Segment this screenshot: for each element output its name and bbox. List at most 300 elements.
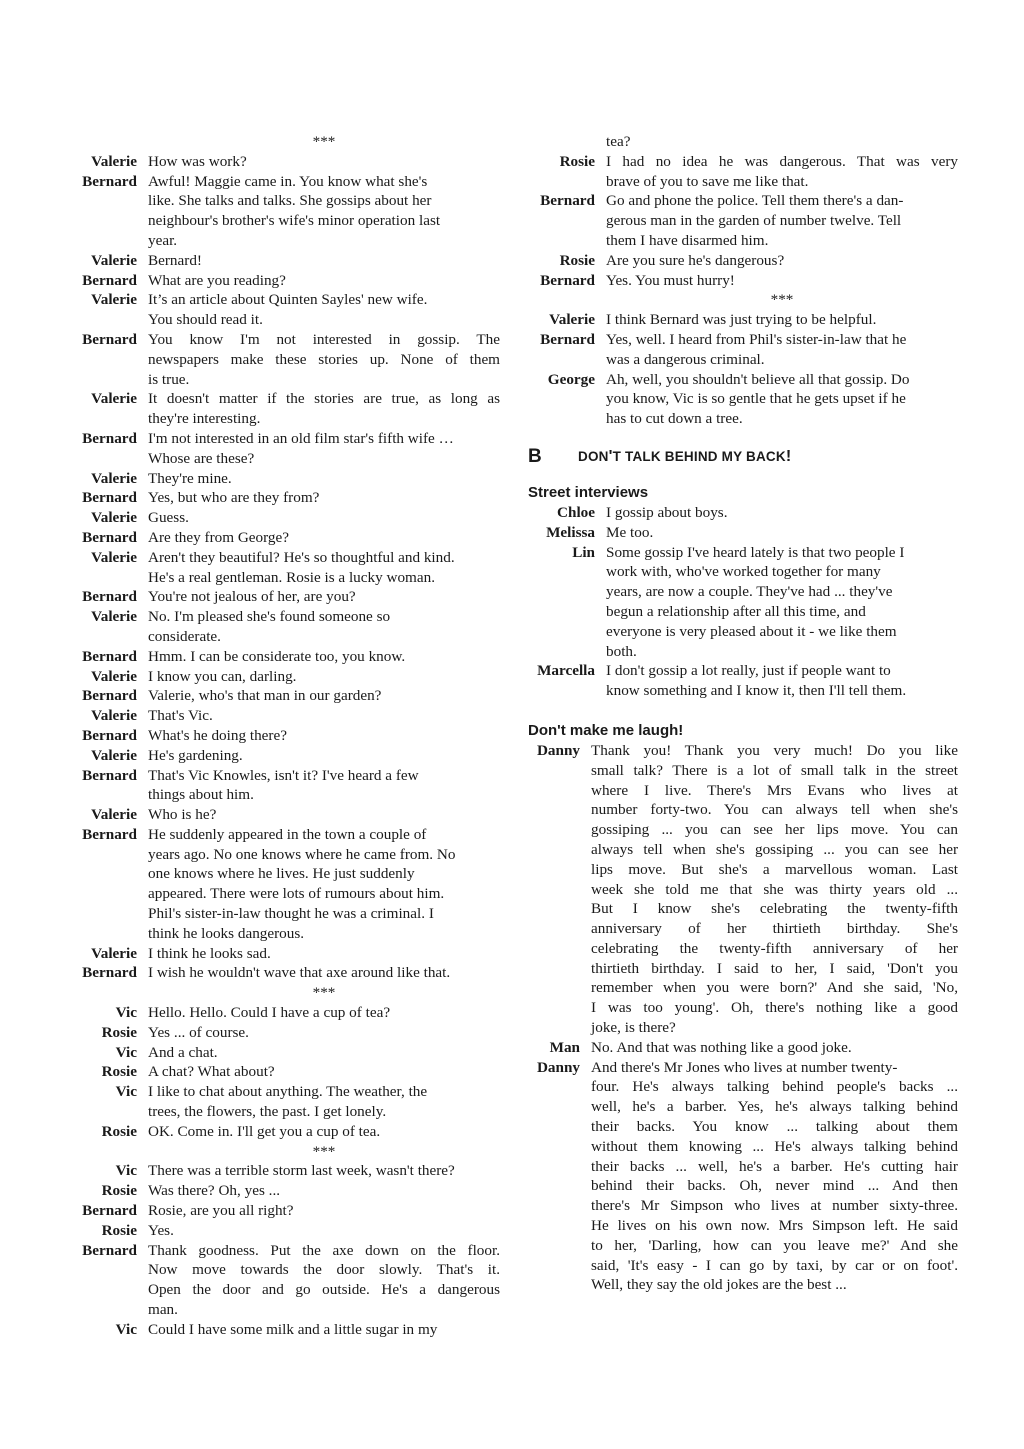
dialogue-text: Yes. bbox=[148, 1221, 174, 1239]
speaker-name: Bernard bbox=[82, 271, 137, 289]
dialogue-line bbox=[60, 370, 500, 390]
speaker-name bbox=[60, 370, 148, 390]
speaker-name: Vic bbox=[115, 1320, 137, 1338]
dialogue-text: Ah, well, you shouldn't believe all that gossip. Do bbox=[606, 370, 910, 388]
dialogue-text: year. bbox=[148, 231, 178, 249]
left-column bbox=[60, 132, 500, 1340]
speaker-name: Vic bbox=[115, 1162, 137, 1180]
speaker-name bbox=[60, 409, 148, 429]
speaker-name bbox=[60, 231, 148, 251]
speaker-name: Bernard bbox=[82, 825, 137, 843]
speaker-name bbox=[528, 389, 606, 409]
speaker-name: Bernard bbox=[82, 330, 137, 348]
dialogue-text: A chat? What about? bbox=[148, 1063, 275, 1081]
dialogue-text: remember when you were born?' And she said, 'No, bbox=[591, 979, 958, 997]
dialogue-line bbox=[528, 1097, 958, 1117]
dialogue-text: Bernard! bbox=[148, 251, 202, 269]
speaker-name: Marcella bbox=[537, 662, 595, 680]
dialogue-text: gossiping ... you can see her lips move. You can bbox=[591, 821, 958, 839]
speaker-name bbox=[60, 350, 148, 370]
dialogue-text: Rosie, are you all right? bbox=[148, 1202, 294, 1220]
speaker-name bbox=[60, 884, 148, 904]
speaker-name bbox=[528, 409, 606, 429]
dialogue-line bbox=[528, 172, 958, 192]
speaker-name bbox=[528, 899, 591, 919]
dialogue-line bbox=[528, 1256, 958, 1276]
dialogue-line bbox=[528, 310, 958, 330]
dialogue-text: where I live. There's Mrs Evans who lives at bbox=[591, 781, 958, 799]
section-letter: B bbox=[528, 446, 542, 468]
speaker-name: Valerie bbox=[91, 469, 137, 487]
speaker-name bbox=[60, 904, 148, 924]
dialogue-line bbox=[528, 959, 958, 979]
speaker-name bbox=[528, 959, 591, 979]
dialogue-line bbox=[60, 568, 500, 588]
dialogue-line bbox=[528, 998, 958, 1018]
speaker-name bbox=[528, 1176, 591, 1196]
speaker-name: Bernard bbox=[82, 489, 137, 507]
dialogue-text: week she told me that she was thirty years old ... bbox=[591, 880, 958, 898]
speaker-name: Rosie bbox=[559, 251, 595, 269]
speaker-name: Bernard bbox=[540, 271, 595, 289]
speaker-name bbox=[528, 919, 591, 939]
dialogue-text: to her, 'Darling, how can you leave me?' And she bbox=[591, 1236, 958, 1254]
dialogue-text: appeared. There were lots of rumours about him. bbox=[148, 885, 445, 903]
speaker-name: Valerie bbox=[91, 806, 137, 824]
dialogue-text: you know, Vic is so gentle that he gets upset if he bbox=[606, 390, 906, 408]
dialogue-line bbox=[60, 1102, 500, 1122]
dialogue-text: there's Mr Simpson who lives at number sixty-three. bbox=[591, 1197, 958, 1215]
speaker-name: Valerie bbox=[91, 608, 137, 626]
speaker-name bbox=[60, 568, 148, 588]
speaker-name bbox=[528, 1117, 591, 1137]
speaker-name: Melissa bbox=[546, 523, 595, 541]
dialogue-text: Aren't they beautiful? He's so thoughtful and kind. bbox=[148, 548, 455, 566]
speaker-name bbox=[60, 785, 148, 805]
scene-break-stars: *** bbox=[770, 291, 794, 309]
speaker-name bbox=[60, 191, 148, 211]
dialogue-text: years ago. No one knows where he came from. No bbox=[148, 845, 456, 863]
speaker-name bbox=[528, 1275, 591, 1295]
speaker-name: Rosie bbox=[101, 1063, 137, 1081]
dialogue-line bbox=[60, 864, 500, 884]
dialogue-line bbox=[528, 1216, 958, 1236]
dialogue-text: Are you sure he's dangerous? bbox=[606, 251, 785, 269]
dialogue-text: everyone is very pleased about it - we like them bbox=[606, 622, 897, 640]
speaker-name bbox=[60, 864, 148, 884]
speaker-name bbox=[528, 1097, 591, 1117]
dialogue-text: I wish he wouldn't wave that axe around like that. bbox=[148, 964, 451, 982]
dialogue-text: I think he looks sad. bbox=[148, 944, 271, 962]
dialogue-line bbox=[528, 978, 958, 998]
dialogue-line bbox=[60, 1082, 500, 1102]
speaker-name: Valerie bbox=[549, 311, 595, 329]
dialogue-text: know something and I know it, then I'll tell them. bbox=[606, 682, 907, 700]
speaker-name: George bbox=[547, 370, 595, 388]
speaker-name: Bernard bbox=[82, 1202, 137, 1220]
dialogue-line bbox=[528, 1117, 958, 1137]
laugh-heading: Don't make me laugh! bbox=[528, 721, 684, 739]
dialogue-text: one knows where he lives. He just suddenly bbox=[148, 865, 415, 883]
speaker-name bbox=[60, 1300, 148, 1320]
speaker-name bbox=[528, 1137, 591, 1157]
speaker-name bbox=[528, 860, 591, 880]
speaker-name: Valerie bbox=[91, 291, 137, 309]
dialogue-text: like. She talks and talks. She gossips about her bbox=[148, 192, 432, 210]
speaker-name bbox=[528, 1157, 591, 1177]
speaker-name bbox=[528, 582, 606, 602]
dialogue-line bbox=[60, 1201, 500, 1221]
dialogue-line bbox=[60, 191, 500, 211]
dialogue-line bbox=[528, 880, 958, 900]
dialogue-text: And there's Mr Jones who lives at number twenty- bbox=[591, 1058, 898, 1076]
speaker-name: Valerie bbox=[91, 667, 137, 685]
speaker-name bbox=[528, 602, 606, 622]
dialogue-line bbox=[528, 661, 958, 681]
dialogue-line bbox=[60, 924, 500, 944]
dialogue-text: tea? bbox=[606, 133, 631, 150]
dialogue-line bbox=[528, 132, 958, 152]
script-continuation bbox=[528, 132, 958, 429]
speaker-name: Bernard bbox=[82, 726, 137, 744]
speaker-name bbox=[528, 172, 606, 192]
dialogue-text: And a chat. bbox=[148, 1043, 218, 1061]
dialogue-line bbox=[60, 686, 500, 706]
speaker-name: Bernard bbox=[82, 528, 137, 546]
dialogue-text: gerous man in the garden of number twelve. Tell bbox=[606, 212, 902, 230]
dialogue-text: both. bbox=[606, 642, 637, 660]
speaker-name bbox=[528, 1236, 591, 1256]
dialogue-line bbox=[60, 647, 500, 667]
dialogue-line bbox=[60, 963, 500, 983]
dialogue-text: begun a relationship after all this time, and bbox=[606, 602, 866, 620]
dialogue-text: There was a terrible storm last week, wasn't there? bbox=[148, 1162, 455, 1180]
speaker-name: Bernard bbox=[82, 964, 137, 982]
speaker-name: Valerie bbox=[91, 746, 137, 764]
dialogue-line bbox=[60, 528, 500, 548]
dialogue-text: It’s an article about Quinten Sayles' new wife. bbox=[148, 291, 428, 309]
dialogue-text: Now move towards the door slowly. That's it. bbox=[148, 1261, 500, 1279]
dialogue-line bbox=[60, 884, 500, 904]
scene-break bbox=[60, 1142, 500, 1162]
scene-break bbox=[60, 132, 500, 152]
dialogue-line bbox=[60, 1260, 500, 1280]
speaker-name bbox=[528, 1256, 591, 1276]
dialogue-text: Thank goodness. Put the axe down on the floor. bbox=[148, 1241, 500, 1259]
dialogue-text: well, he's a barber. Yes, he's always talking behind bbox=[591, 1098, 958, 1116]
speaker-name bbox=[60, 924, 148, 944]
speaker-name: Valerie bbox=[91, 707, 137, 725]
dialogue-line bbox=[60, 607, 500, 627]
dialogue-line bbox=[528, 1157, 958, 1177]
street-interviews bbox=[528, 503, 958, 701]
speaker-name: Bernard bbox=[82, 1241, 137, 1259]
dialogue-text: four. He's always talking behind people's backs ... bbox=[591, 1078, 958, 1096]
scene-break bbox=[60, 983, 500, 1003]
speaker-name: Valerie bbox=[91, 509, 137, 527]
scene-break-stars: *** bbox=[312, 984, 336, 1002]
dialogue-line bbox=[60, 508, 500, 528]
dialogue-line bbox=[528, 251, 958, 271]
speaker-name: Danny bbox=[536, 1058, 580, 1076]
speaker-name bbox=[528, 761, 591, 781]
dialogue-text: Yes ... of course. bbox=[148, 1023, 249, 1041]
dialogue-line bbox=[528, 409, 958, 429]
dialogue-text: years, are now a couple. They've had ... they've bbox=[606, 583, 893, 601]
dialogue-text: Some gossip I've heard lately is that two people I bbox=[606, 543, 905, 561]
dialogue-text: newspapers make these stories up. None of them bbox=[148, 350, 500, 368]
speaker-name bbox=[528, 978, 591, 998]
speaker-name bbox=[528, 880, 591, 900]
dialogue-line bbox=[528, 231, 958, 251]
dialogue-line bbox=[60, 1221, 500, 1241]
speaker-name: Vic bbox=[115, 1083, 137, 1101]
dialogue-line bbox=[60, 845, 500, 865]
dialogue-line bbox=[528, 800, 958, 820]
dialogue-line bbox=[528, 1137, 958, 1157]
dialogue-line bbox=[528, 350, 958, 370]
dialogue-line bbox=[60, 825, 500, 845]
speaker-spacer bbox=[528, 290, 606, 310]
dialogue-text: celebrating the twenty-fifth anniversary of her bbox=[591, 939, 958, 957]
dialogue-text: neighbour's brother's wife's minor operation last bbox=[148, 212, 441, 230]
speaker-name: Bernard bbox=[82, 588, 137, 606]
dialogue-line bbox=[528, 1236, 958, 1256]
dialogue-text: What's he doing there? bbox=[148, 726, 287, 744]
speaker-name: Rosie bbox=[101, 1122, 137, 1140]
dialogue-line bbox=[60, 627, 500, 647]
dialogue-line bbox=[528, 622, 958, 642]
speaker-name bbox=[528, 211, 606, 231]
dialogue-text: Hello. Hello. Could I have a cup of tea? bbox=[148, 1004, 391, 1022]
dialogue-text: I like to chat about anything. The weather, the bbox=[148, 1083, 428, 1101]
speaker-name: Valerie bbox=[91, 152, 137, 170]
dialogue-text: brave of you to save me like that. bbox=[606, 172, 809, 190]
dialogue-line bbox=[60, 290, 500, 310]
dialogue-line bbox=[528, 1077, 958, 1097]
dialogue-text: said, 'It's easy - I can go by taxi, by car or on foot'. bbox=[591, 1256, 958, 1274]
speaker-name: Valerie bbox=[91, 251, 137, 269]
section-title: DON'T TALK BEHIND MY BACK! bbox=[578, 448, 792, 466]
dialogue-line bbox=[60, 1122, 500, 1142]
dialogue-text: Me too. bbox=[606, 523, 654, 541]
dialogue-line bbox=[60, 1181, 500, 1201]
dialogue-line bbox=[60, 251, 500, 271]
dialogue-line bbox=[528, 741, 958, 761]
speaker-name: Rosie bbox=[559, 152, 595, 170]
dialogue-text: Who is he? bbox=[148, 806, 217, 824]
dialogue-line bbox=[60, 548, 500, 568]
dialogue-line bbox=[528, 820, 958, 840]
dialogue-line bbox=[60, 587, 500, 607]
dialogue-text: their backs ... well, he's a barber. He's cutting hair bbox=[591, 1157, 958, 1175]
speaker-spacer bbox=[60, 1142, 148, 1162]
dialogue-line bbox=[528, 1275, 958, 1295]
dialogue-text: I know you can, darling. bbox=[148, 667, 297, 685]
dialogue-text: He's gardening. bbox=[148, 746, 243, 764]
dialogue-text: Was there? Oh, yes ... bbox=[148, 1182, 281, 1200]
scene-break-stars: *** bbox=[312, 133, 336, 150]
dialogue-line bbox=[528, 939, 958, 959]
dialogue-line bbox=[528, 761, 958, 781]
section-heading bbox=[528, 443, 958, 471]
dialogue-text: Guess. bbox=[148, 509, 189, 527]
speaker-spacer bbox=[60, 132, 148, 152]
dialogue-text: small talk? There is a lot of small talk in the street bbox=[591, 761, 958, 779]
dialogue-text: That's Vic Knowles, isn't it? I've heard a few bbox=[148, 766, 419, 784]
dialogue-line bbox=[60, 746, 500, 766]
dialogue-line bbox=[528, 152, 958, 172]
dialogue-text: You know I'm not interested in gossip. The bbox=[148, 330, 500, 348]
right-column bbox=[528, 132, 958, 1295]
dialogue-text: anniversary of her thirtieth birthday. She's bbox=[591, 920, 958, 938]
dialogue-text: work with, who've worked together for many bbox=[606, 563, 881, 581]
dialogue-text: they're interesting. bbox=[148, 410, 261, 428]
dialogue-line bbox=[528, 582, 958, 602]
dialogue-text: Go and phone the police. Tell them there's a dan- bbox=[606, 192, 904, 210]
dialogue-line bbox=[60, 469, 500, 489]
dialogue-text: number forty-two. You can always tell when she's bbox=[591, 801, 958, 819]
dialogue-text: Could I have some milk and a little sugar in my bbox=[148, 1320, 438, 1338]
dialogue-text: think he looks dangerous. bbox=[148, 924, 305, 942]
dialogue-text: He's a real gentleman. Rosie is a lucky woman. bbox=[148, 568, 435, 586]
dialogue-line bbox=[528, 899, 958, 919]
dialogue-line bbox=[60, 904, 500, 924]
speaker-name bbox=[528, 132, 606, 152]
dialogue-text: They're mine. bbox=[148, 469, 232, 487]
speaker-name: Bernard bbox=[82, 429, 137, 447]
dialogue-text: their backs. You know ... talking about them bbox=[591, 1118, 958, 1136]
dialogue-line bbox=[528, 781, 958, 801]
dialogue-text: Whose are these? bbox=[148, 449, 255, 467]
dialogue-line bbox=[528, 271, 958, 291]
dialogue-text: Well, they say the old jokes are the best ... bbox=[591, 1276, 847, 1294]
speaker-name bbox=[528, 1018, 591, 1038]
dialogue-text: I gossip about boys. bbox=[606, 503, 728, 521]
dialogue-text: joke, is there? bbox=[591, 1019, 676, 1037]
speaker-name bbox=[528, 642, 606, 662]
dialogue-line bbox=[528, 602, 958, 622]
scene-break bbox=[528, 290, 958, 310]
speaker-name bbox=[528, 1077, 591, 1097]
dialogue-line bbox=[60, 1023, 500, 1043]
dialogue-line bbox=[60, 706, 500, 726]
speaker-name bbox=[60, 449, 148, 469]
speaker-name bbox=[528, 622, 606, 642]
dialogue-text: Thank you! Thank you very much! Do you like bbox=[591, 741, 958, 759]
dialogue-text: considerate. bbox=[148, 627, 221, 645]
speaker-name bbox=[528, 681, 606, 701]
dialogue-text: No. And that was nothing like a good joke. bbox=[591, 1038, 852, 1056]
dialogue-line bbox=[528, 642, 958, 662]
dialogue-line bbox=[60, 409, 500, 429]
dialogue-line bbox=[60, 726, 500, 746]
dialogue-line bbox=[60, 231, 500, 251]
dialogue-line bbox=[528, 1196, 958, 1216]
dialogue-text: How was work? bbox=[148, 152, 247, 170]
speaker-name: Valerie bbox=[91, 390, 137, 408]
dialogue-text: He suddenly appeared in the town a couple of bbox=[148, 825, 427, 843]
dialogue-text: behind their backs. Oh, never mind ... And then bbox=[591, 1177, 958, 1195]
speaker-name: Bernard bbox=[540, 330, 595, 348]
dialogue-line bbox=[60, 1062, 500, 1082]
speaker-name bbox=[60, 1102, 148, 1122]
dialogue-text: lips move. But she's a marvellous woman. Last bbox=[591, 860, 958, 878]
dialogue-line bbox=[60, 766, 500, 786]
speaker-name: Vic bbox=[115, 1004, 137, 1022]
dialogue-line bbox=[60, 429, 500, 449]
dialogue-line bbox=[60, 330, 500, 350]
dialogue-text: has to cut down a tree. bbox=[606, 410, 743, 428]
dialogue-text: I had no idea he was dangerous. That was very bbox=[606, 152, 958, 170]
dialogue-line bbox=[60, 211, 500, 231]
dialogue-line bbox=[60, 350, 500, 370]
dialogue-line bbox=[528, 211, 958, 231]
dialogue-text: Are they from George? bbox=[148, 528, 289, 546]
speaker-name bbox=[60, 627, 148, 647]
dialogue-line bbox=[528, 370, 958, 390]
dialogue-line bbox=[528, 840, 958, 860]
dialogue-text: Yes, but who are they from? bbox=[148, 489, 320, 507]
speaker-spacer bbox=[60, 983, 148, 1003]
dialogue-line bbox=[528, 1038, 958, 1058]
speaker-name bbox=[528, 1216, 591, 1236]
dialogue-line bbox=[60, 389, 500, 409]
dialogue-text: Yes, well. I heard from Phil's sister-in-law that he bbox=[606, 330, 907, 348]
dialogue-line bbox=[528, 1176, 958, 1196]
dialogue-line bbox=[60, 1280, 500, 1300]
dialogue-text: That's Vic. bbox=[148, 707, 213, 725]
dont-make-me-laugh bbox=[528, 741, 958, 1295]
dialogue-line bbox=[60, 667, 500, 687]
speaker-name: Bernard bbox=[82, 687, 137, 705]
dialogue-text: He lives on his own now. Mrs Simpson left. He said bbox=[591, 1217, 958, 1235]
speaker-name: Vic bbox=[115, 1043, 137, 1061]
speaker-name bbox=[528, 1196, 591, 1216]
dialogue-text: I was too young'. Oh, there's nothing like a good bbox=[591, 999, 958, 1017]
dialogue-line bbox=[60, 310, 500, 330]
dialogue-line bbox=[60, 805, 500, 825]
dialogue-text: thirtieth birthday. I said to her, I said, 'Don't you bbox=[591, 959, 958, 977]
speaker-name: Rosie bbox=[101, 1221, 137, 1239]
speaker-name bbox=[528, 820, 591, 840]
dialogue-text: You're not jealous of her, are you? bbox=[148, 588, 356, 606]
speaker-name bbox=[60, 1280, 148, 1300]
speaker-name: Rosie bbox=[101, 1023, 137, 1041]
dialogue-text: No. I'm pleased she's found someone so bbox=[148, 608, 391, 626]
speaker-name bbox=[528, 939, 591, 959]
dialogue-line bbox=[60, 944, 500, 964]
dialogue-text: Open the door and go outside. He's a dangerous bbox=[148, 1281, 500, 1299]
speaker-name bbox=[528, 800, 591, 820]
speaker-name bbox=[528, 231, 606, 251]
speaker-name bbox=[528, 350, 606, 370]
dialogue-line bbox=[60, 1003, 500, 1023]
dialogue-text: It doesn't matter if the stories are true, as long as bbox=[148, 390, 500, 408]
dialogue-text: Phil's sister-in-law thought he was a criminal. I bbox=[148, 905, 434, 923]
dialogue-line bbox=[60, 172, 500, 192]
dialogue-text: Valerie, who's that man in our garden? bbox=[148, 687, 382, 705]
speaker-name: Lin bbox=[572, 543, 595, 561]
dialogue-line bbox=[60, 488, 500, 508]
street-interviews-heading: Street interviews bbox=[528, 483, 649, 501]
speaker-name bbox=[528, 998, 591, 1018]
speaker-name bbox=[528, 840, 591, 860]
dialogue-line bbox=[528, 1018, 958, 1038]
dialogue-line bbox=[60, 271, 500, 291]
dialogue-line bbox=[60, 152, 500, 172]
dialogue-text: things about him. bbox=[148, 786, 254, 804]
